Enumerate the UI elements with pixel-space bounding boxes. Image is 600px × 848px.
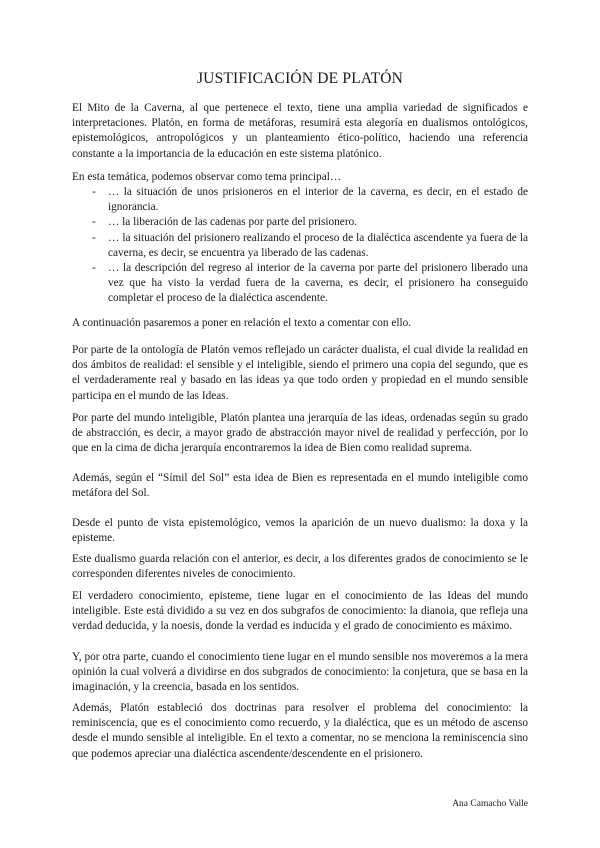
paragraph-doctrines: Además, Platón estableció dos doctrinas para resolver el problema del conocimiento: la reminiscencia, que es el conocimiento como recuerdo, y la dialéctica, que es un método de ascenso desde el mundo sensible al inteligible. En el texto a comentar, no se menciona la reminiscencia sino que podemos apreciar una dialéctica ascendente/descendente en el prisionero. <box>72 702 528 760</box>
paragraph-ontology: Por parte de la ontología de Platón vemos reflejado un carácter dualista, el cual divide la realidad en dos ámbitos de realidad: el sensible y el inteligible, siendo el primero una copia del segundo, que es el verdaderamente real y basado en las ideas ya que todo orden y propiedad en el mundo sensible participa en el mundo de las Ideas. <box>72 344 528 402</box>
list-item: - … la situación del prisionero realizando el proceso de la dialéctica ascendente ya fuera de la caverna, es decir, se encuentra ya liberado de las cadenas. <box>92 231 528 259</box>
list-dash: - <box>92 216 96 229</box>
paragraph-intro: El Mito de la Caverna, al que pertenece el texto, tiene una amplia variedad de significados e interpretaciones. Platón, en forma de metáforas, resumirá esta alegoría en dualismos ontológicos, epistemológicos, antropológicos y un planteamiento ético-político, haciendo una referencia constante a la importancia de la educación en este sistema platónico. <box>72 102 528 160</box>
paragraph-episteme: El verdadero conocimiento, episteme, tiene lugar en el conocimiento de las Ideas del mundo inteligible. Este está dividido a su vez en dos subgrafos de conocimiento: la dianoia, que refleja una verdad deducida, y la noesis, donde la verdad es inducida y el grado de conocimiento es máximo. <box>72 590 528 633</box>
paragraph-themes-intro: En esta temática, podemos observar como tema principal… <box>72 171 342 183</box>
list-item: - … la situación de unos prisioneros en el interior de la caverna, es decir, en el estado de ignorancia. <box>92 186 528 214</box>
paragraph-intelligible-world: Por parte del mundo inteligible, Platón plantea una jerarquía de las ideas, ordenadas según su grado de abstracción, es decir, a mayor grado de abstracción mayor nivel de realidad y perfección, por lo que en la cima de dicha jerarquía encontraremos la idea de Bien como realidad suprema. <box>72 412 528 455</box>
paragraph-doxa: Y, por otra parte, cuando el conocimiento tiene lugar en el mundo sensible nos moveremos a la mera opinión la cual volverá a dividirse en dos subgrados de conocimiento: la conjetura, que se basa en la imaginación, y la creencia, basada en los sentidos. <box>72 651 528 694</box>
list-item: - … la liberación de las cadenas por parte del prisionero. <box>72 215 528 230</box>
paragraph-sun-simile: Además, según el “Símil del Sol” esta idea de Bien es representada en el mundo inteligible como metáfora del Sol. <box>72 472 528 500</box>
paragraph-transition: A continuación pasaremos a poner en relación el texto a comentar con ello. <box>72 317 412 329</box>
list-item: - … la descripción del regreso al interior de la caverna por parte del prisionero liberado una vez que ha visto la verdad fuera de la caverna, es decir, el prisionero ha conseguido completar el proceso de la dialéctica ascendente. <box>92 262 528 305</box>
themes-list <box>72 185 528 307</box>
list-dash: - <box>92 231 96 244</box>
list-dash: - <box>92 262 96 275</box>
document-title: JUSTIFICACIÓN DE PLATÓN <box>196 70 404 87</box>
list-dash: - <box>92 186 96 198</box>
paragraph-epistemology: Desde el punto de vista epistemológico, vemos la aparición de un nuevo dualismo: la doxa y la episteme. <box>72 517 528 545</box>
author-footer: Ana Camacho Valle <box>452 799 528 809</box>
paragraph-dualism: Este dualismo guarda relación con el anterior, es decir, a los diferentes grados de conocimiento se le corresponden diferentes niveles de conocimiento. <box>72 553 528 581</box>
